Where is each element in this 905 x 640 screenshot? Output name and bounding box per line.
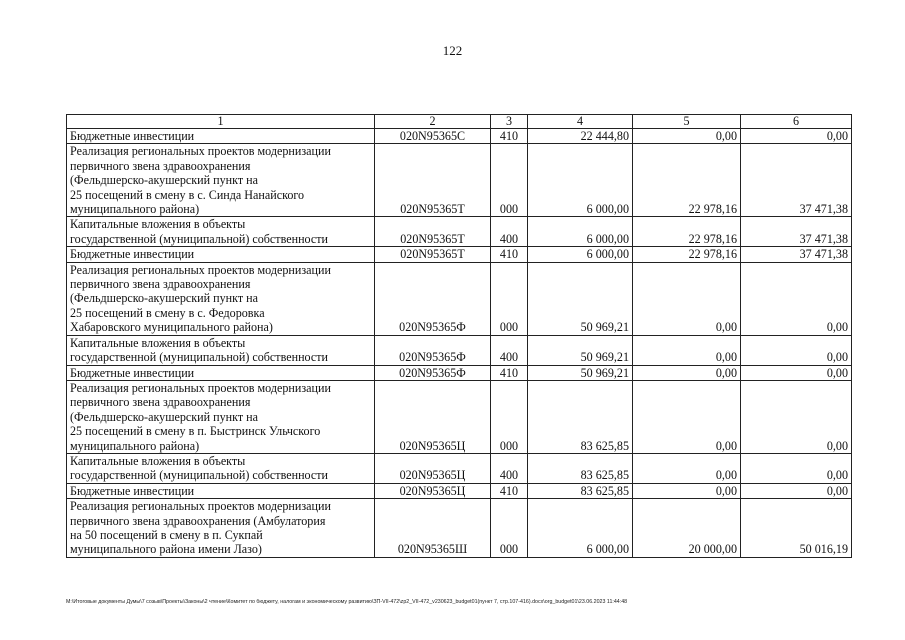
row-csr-code: 020N95365Ф <box>375 365 491 380</box>
row-csr-code: 020N95365Т <box>375 247 491 262</box>
row-csr-code: 020N95365Ц <box>375 483 491 498</box>
table-row <box>67 129 852 144</box>
row-csr-code: 020N95365Ц <box>375 380 491 453</box>
row-value-4: 83 625,85 <box>528 380 633 453</box>
row-name: Реализация региональных проектов модернизации первичного звена здравоохранения (Фельдшерско-акушерский пункт на 25 посещений в смену в п. Быстринск Ульчского муниципального района) <box>67 380 375 453</box>
row-value-6: 0,00 <box>741 129 852 144</box>
row-name: Капитальные вложения в объекты государственной (муниципальной) собственности <box>67 217 375 247</box>
table-row <box>67 262 852 335</box>
table-header-row <box>67 115 852 129</box>
table-row <box>67 499 852 558</box>
row-vr-code: 400 <box>491 453 528 483</box>
row-vr-code: 410 <box>491 483 528 498</box>
row-name: Реализация региональных проектов модернизации первичного звена здравоохранения (Фельдшерско-акушерский пункт на 25 посещений в смену в с. Федоровка Хабаровского муниципального района) <box>67 262 375 335</box>
row-value-5: 0,00 <box>633 262 741 335</box>
row-name: Капитальные вложения в объекты государственной (муниципальной) собственности <box>67 335 375 365</box>
row-value-5: 0,00 <box>633 335 741 365</box>
table-row <box>67 483 852 498</box>
row-value-6: 0,00 <box>741 453 852 483</box>
row-value-6: 0,00 <box>741 365 852 380</box>
row-value-6: 0,00 <box>741 380 852 453</box>
column-header-1: 1 <box>67 115 375 129</box>
row-value-4: 83 625,85 <box>528 453 633 483</box>
row-csr-code: 020N95365Т <box>375 144 491 217</box>
page-number: 122 <box>442 43 463 58</box>
row-value-6: 37 471,38 <box>741 144 852 217</box>
row-name: Реализация региональных проектов модернизации первичного звена здравоохранения (Амбулатория на 50 посещений в смену в п. Сукпай муниципального района имени Лазо) <box>67 499 375 558</box>
row-value-4: 6 000,00 <box>528 499 633 558</box>
row-value-4: 50 969,21 <box>528 335 633 365</box>
row-value-4: 6 000,00 <box>528 217 633 247</box>
table-row <box>67 380 852 453</box>
row-value-5: 0,00 <box>633 483 741 498</box>
column-header-4: 4 <box>528 115 633 129</box>
row-name: Бюджетные инвестиции <box>67 247 375 262</box>
row-value-6: 37 471,38 <box>741 247 852 262</box>
row-vr-code: 000 <box>491 144 528 217</box>
row-vr-code: 400 <box>491 217 528 247</box>
row-vr-code: 410 <box>491 365 528 380</box>
row-value-5: 0,00 <box>633 380 741 453</box>
row-vr-code: 000 <box>491 380 528 453</box>
row-value-6: 50 016,19 <box>741 499 852 558</box>
row-vr-code: 410 <box>491 129 528 144</box>
row-value-6: 0,00 <box>741 262 852 335</box>
row-name: Бюджетные инвестиции <box>67 483 375 498</box>
budget-table <box>66 114 852 558</box>
row-value-4: 83 625,85 <box>528 483 633 498</box>
document-path-footer: M:\Итоговые документы Думы\7 созыв\Проекты\Законы\2 чтение\Комитет по бюджету, налогам и экономическому развитию\ЗП-VII-472\zp2_VII-472_v230623_budget01(пункт 7, стр.107-416).docx\org_budget01\23.06.2023 11:44:48 <box>66 599 628 605</box>
row-csr-code: 020N95365Ц <box>375 453 491 483</box>
row-value-5: 22 978,16 <box>633 144 741 217</box>
row-value-6: 0,00 <box>741 335 852 365</box>
table-row <box>67 453 852 483</box>
row-vr-code: 000 <box>491 262 528 335</box>
row-value-4: 6 000,00 <box>528 247 633 262</box>
column-header-6: 6 <box>741 115 852 129</box>
row-csr-code: 020N95365Ш <box>375 499 491 558</box>
row-name: Бюджетные инвестиции <box>67 129 375 144</box>
row-csr-code: 020N95365Ф <box>375 335 491 365</box>
row-value-4: 50 969,21 <box>528 365 633 380</box>
row-value-5: 20 000,00 <box>633 499 741 558</box>
row-vr-code: 400 <box>491 335 528 365</box>
row-name: Реализация региональных проектов модернизации первичного звена здравоохранения (Фельдшерско-акушерский пункт на 25 посещений в смену в с. Синда Нанайского муниципального района) <box>67 144 375 217</box>
row-value-5: 22 978,16 <box>633 217 741 247</box>
row-value-6: 37 471,38 <box>741 217 852 247</box>
column-header-2: 2 <box>375 115 491 129</box>
table-row <box>67 365 852 380</box>
table-row <box>67 217 852 247</box>
row-value-4: 6 000,00 <box>528 144 633 217</box>
column-header-3: 3 <box>491 115 528 129</box>
row-value-4: 50 969,21 <box>528 262 633 335</box>
table-row <box>67 335 852 365</box>
row-value-4: 22 444,80 <box>528 129 633 144</box>
row-csr-code: 020N95365С <box>375 129 491 144</box>
row-value-5: 0,00 <box>633 129 741 144</box>
row-vr-code: 410 <box>491 247 528 262</box>
table-row <box>67 247 852 262</box>
row-csr-code: 020N95365Т <box>375 217 491 247</box>
row-value-5: 0,00 <box>633 453 741 483</box>
row-vr-code: 000 <box>491 499 528 558</box>
table-row <box>67 144 852 217</box>
row-csr-code: 020N95365Ф <box>375 262 491 335</box>
row-value-5: 0,00 <box>633 365 741 380</box>
column-header-5: 5 <box>633 115 741 129</box>
row-value-5: 22 978,16 <box>633 247 741 262</box>
row-value-6: 0,00 <box>741 483 852 498</box>
row-name: Бюджетные инвестиции <box>67 365 375 380</box>
row-name: Капитальные вложения в объекты государственной (муниципальной) собственности <box>67 453 375 483</box>
